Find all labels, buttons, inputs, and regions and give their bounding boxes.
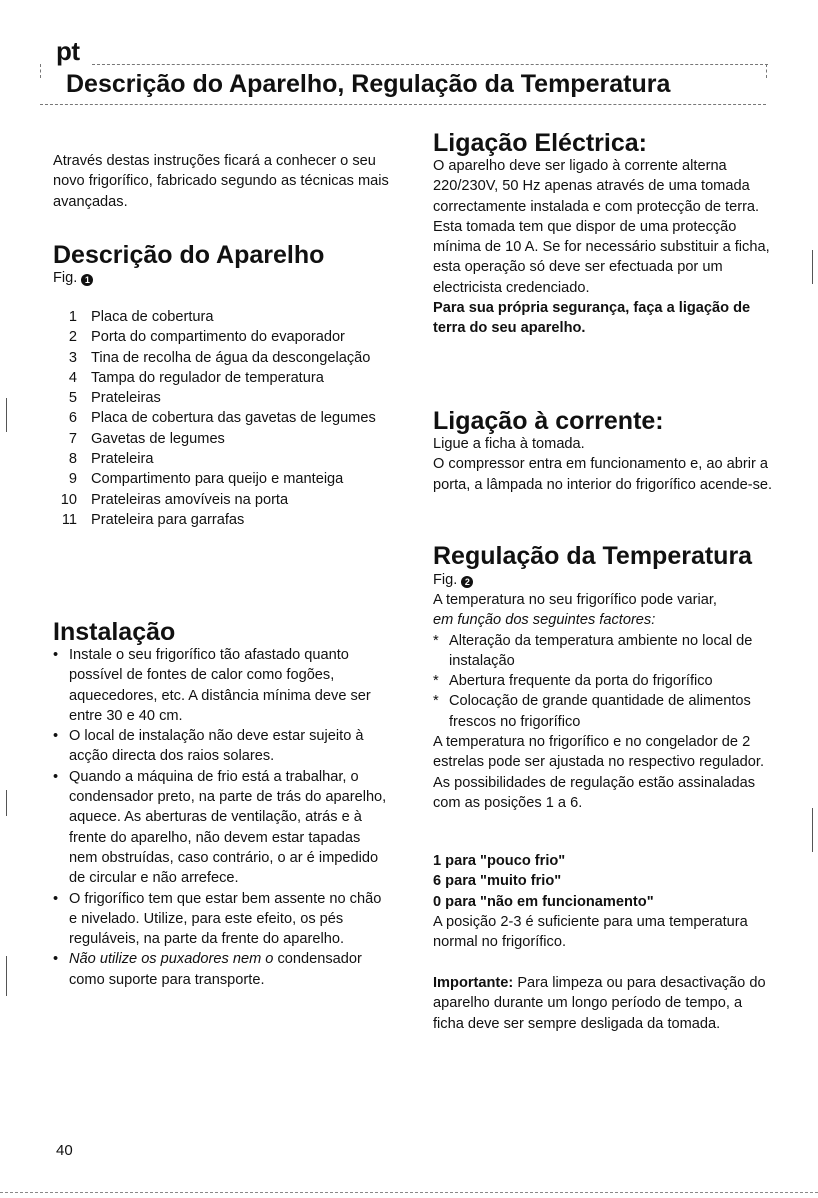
factor-item	[433, 631, 773, 672]
installation-item	[53, 767, 391, 889]
setting-6: 6 para "muito frio"	[433, 873, 562, 890]
part-label: Prateleiras	[91, 390, 161, 407]
installation-text: Não utilize os puxadores nem o condensador como suporte para transporte.	[69, 951, 362, 988]
connection-heading: Ligação à corrente:	[433, 407, 664, 435]
part-label: Placa de cobertura	[91, 309, 214, 325]
connection-paragraph-2: O compressor entra em funcionamento e, ao abrir a porta, a lâmpada no interior do frigorífico acende-se.	[433, 456, 773, 493]
bullet-icon: •	[53, 951, 59, 968]
installation-text: O frigorífico tem que estar bem assente no chão e nivelado. Utilize, para este efeito, os pés reguláveis, na parte da frente do aparelho.	[69, 890, 382, 948]
part-item	[53, 307, 393, 327]
regulation-section	[433, 590, 773, 813]
electrical-paragraph-2: Esta tomada tem que dispor de uma protecção mínima de 10 A. Se for necessário substituir a ficha, esta operação só deve ser efectuada por um electricista credenciado.	[433, 218, 770, 296]
asterisk-bullet-icon: *	[433, 632, 439, 649]
factor-item	[433, 691, 773, 732]
installation-item	[53, 726, 391, 767]
part-label: Porta do compartimento do evaporador	[91, 329, 345, 346]
installation-item	[53, 949, 391, 990]
margin-mark	[6, 790, 7, 816]
part-number: 7	[68, 430, 77, 447]
part-number: 10	[60, 491, 77, 508]
part-item	[53, 510, 393, 530]
part-label: Gavetas de legumes	[91, 430, 225, 447]
part-label: Prateleira	[91, 451, 154, 468]
regulation-fig-ref	[433, 570, 473, 590]
part-label: Prateleira para garrafas	[91, 511, 245, 528]
connection-section	[433, 434, 773, 495]
part-number: 8	[68, 451, 77, 468]
important-text: Para limpeza ou para desactivação do aparelho durante um longo período de tempo, a ficha deve ser sempre desligada da tomada.	[433, 975, 766, 1032]
part-item	[53, 368, 393, 388]
electrical-section	[433, 156, 773, 339]
part-label: Placa de cobertura das gavetas de legumes	[91, 410, 376, 427]
part-item	[53, 429, 393, 449]
factors-list	[433, 631, 773, 732]
installation-list	[53, 645, 391, 990]
description-heading: Descrição do Aparelho	[53, 241, 325, 269]
part-number: 2	[68, 329, 77, 346]
installation-item	[53, 889, 391, 950]
asterisk-bullet-icon: *	[433, 693, 439, 710]
setting-1: 1 para "pouco frio"	[433, 853, 566, 869]
installation-text: Quando a máquina de frio está a trabalhar, o condensador preto, na parte de trás do aparelho, aquece. As aberturas de ventilação, atrás e à frente do aparelho, não devem estar tapadas nem obstruídas, caso contrário, o ar é impedido de circular e não arrefece.	[69, 768, 387, 887]
factor-item	[433, 671, 773, 691]
part-label: Tina de recolha de água da descongelação	[91, 349, 371, 366]
fig-number-badge: 2	[461, 576, 473, 588]
margin-mark	[812, 808, 813, 852]
page-title: Descrição do Aparelho, Regulação da Temperatura	[66, 70, 671, 98]
part-item	[53, 449, 393, 469]
part-item	[53, 490, 393, 510]
part-number: 4	[68, 369, 77, 386]
factor-text: Colocação de grande quantidade de alimentos frescos no frigorífico	[449, 693, 751, 730]
connection-paragraph-1: Ligue a ficha à tomada.	[433, 436, 585, 452]
part-item	[53, 348, 393, 368]
bullet-icon: •	[53, 890, 59, 907]
electrical-heading: Ligação Eléctrica:	[433, 129, 647, 157]
asterisk-bullet-icon: *	[433, 673, 439, 690]
regulation-paragraph-1: A temperatura no seu frigorífico pode variar,	[433, 592, 717, 608]
page-number: 40	[56, 1142, 73, 1159]
factor-text: Abertura frequente da porta do frigorífico	[449, 673, 713, 690]
part-item	[53, 408, 393, 428]
language-tag: pt	[56, 36, 80, 66]
margin-mark	[812, 250, 813, 284]
fig-label: Fig.	[53, 270, 78, 286]
bullet-icon: •	[53, 768, 59, 785]
header-rule-bottom	[40, 104, 766, 105]
regulation-factors-intro: em função dos seguintes factores:	[433, 612, 656, 629]
part-number: 3	[68, 349, 77, 366]
part-number: 5	[68, 390, 77, 407]
regulation-paragraph-2: A temperatura no frigorífico e no congelador de 2 estrelas pode ser ajustada no respectivo regulador. As possibilidades de regulação estão assinaladas com as posições 1 a 6.	[433, 734, 764, 811]
part-item	[53, 388, 393, 408]
fig-number-badge: 1	[81, 274, 93, 286]
important-label: Importante:	[433, 975, 514, 991]
margin-mark	[6, 956, 7, 996]
description-fig-ref	[53, 268, 93, 288]
part-label: Compartimento para queijo e manteiga	[91, 471, 344, 488]
fig-label: Fig.	[433, 572, 458, 588]
intro-paragraph: Através destas instruções ficará a conhecer o seu novo frigorífico, fabricado segundo as técnicas mais avançadas.	[53, 153, 389, 210]
electrical-safety-note: Para sua própria segurança, faça a ligação de terra do seu aparelho.	[433, 300, 751, 337]
header-corner-right	[766, 64, 767, 78]
header-rule-top	[92, 64, 768, 65]
part-item	[53, 327, 393, 347]
settings-list	[433, 851, 773, 952]
part-number: 1	[68, 309, 77, 325]
installation-item	[53, 645, 391, 726]
regulation-paragraph-3: A posição 2-3 é suficiente para uma temperatura normal no frigorífico.	[433, 913, 748, 951]
footer-rule	[0, 1192, 818, 1193]
regulation-heading: Regulação da Temperatura	[433, 542, 753, 570]
installation-text: O local de instalação não deve estar sujeito à acção directa dos raios solares.	[69, 728, 364, 765]
parts-list	[53, 307, 393, 530]
part-item	[53, 469, 393, 489]
part-label: Tampa do regulador de temperatura	[91, 369, 324, 386]
setting-0: 0 para "não em funcionamento"	[433, 893, 654, 910]
header-corner-left	[40, 64, 41, 78]
bullet-icon: •	[53, 728, 59, 745]
part-number: 6	[68, 410, 77, 427]
bullet-icon: •	[53, 647, 59, 663]
factor-text: Alteração da temperatura ambiente no local de instalação	[449, 632, 753, 669]
installation-heading: Instalação	[53, 618, 176, 646]
part-label: Prateleiras amovíveis na porta	[91, 491, 289, 508]
part-number: 11	[61, 511, 77, 528]
margin-mark	[6, 398, 7, 432]
installation-text: Instale o seu frigorífico tão afastado quanto possível de fontes de calor como fogões, aquecedores, etc. A distância mínima deve ser entre 30 e 40 cm.	[69, 647, 371, 724]
electrical-paragraph-1: O aparelho deve ser ligado à corrente alterna 220/230V, 50 Hz apenas através de uma tomada correctamente instalada e com protecção de terra.	[433, 158, 760, 215]
part-number: 9	[68, 471, 77, 488]
important-note	[433, 973, 773, 1034]
